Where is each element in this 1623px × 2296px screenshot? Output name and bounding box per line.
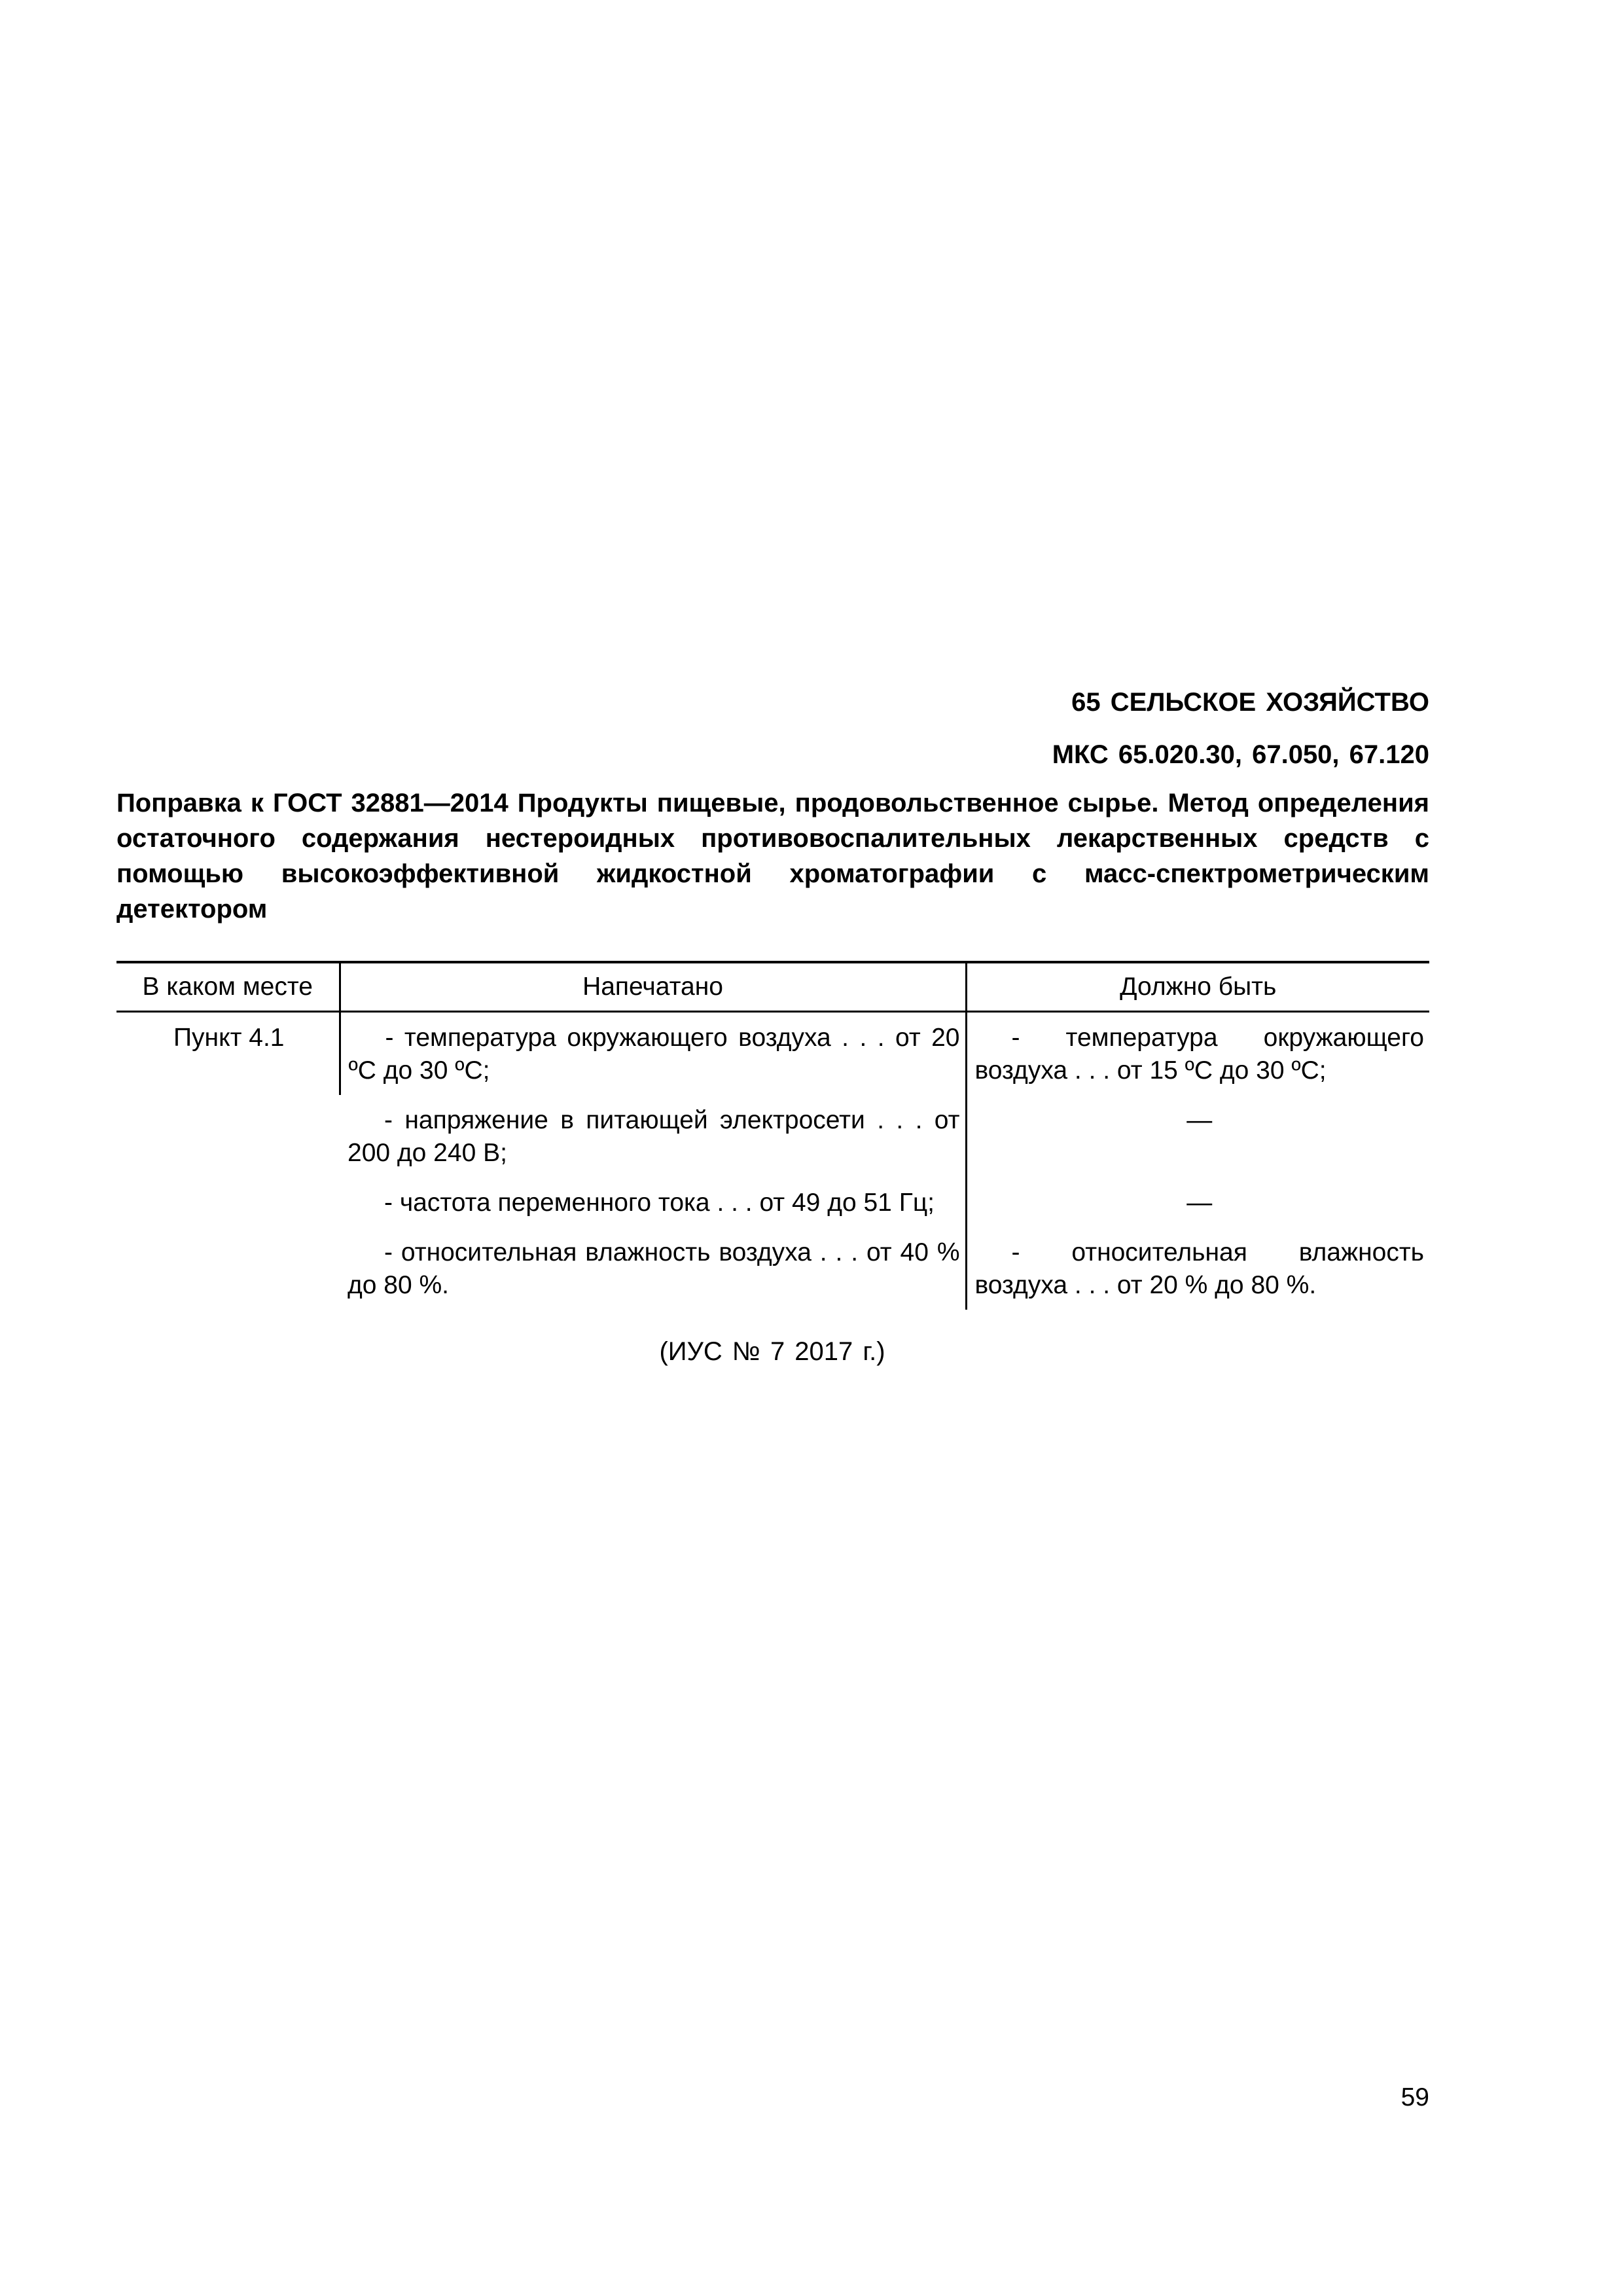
table-row: [116, 1012, 1429, 1096]
amendment-title: Поправка к ГОСТ 32881—2014 Продукты пищевые, продовольственное сырье. Метод определения остаточного содержания нестероидных противовоспалительных лекарственных средств с помощью высокоэффективной жидкостной хроматографии с масс-спектрометрическим детектором: [116, 789, 1429, 924]
page-number: 59: [1400, 2083, 1429, 2111]
header-place: В каком месте: [116, 962, 340, 1012]
section-title: 65 СЕЛЬСКОЕ ХОЗЯЙСТВО: [1071, 688, 1429, 717]
printed-cell: - температура окружающего воздуха . . . от 20 ºС до 30 ºС;: [340, 1012, 966, 1096]
header-printed: Напечатано: [340, 962, 966, 1012]
printed-cell: - напряжение в питающей электросети . . . от 200 до 240 В;: [348, 1106, 960, 1167]
header-should-be: Должно быть: [966, 962, 1429, 1012]
table-header-row: [116, 962, 1429, 1012]
should-be-cell: —: [966, 1177, 1429, 1227]
place-cell: Пункт 4.1: [173, 1024, 285, 1052]
should-be-cell: —: [966, 1095, 1429, 1177]
should-be-cell: - температура окружающего воздуха . . . от 15 ºС до 30 ºС;: [966, 1012, 1429, 1096]
should-be-cell: - относительная влажность воздуха . . . от 20 % до 80 %.: [966, 1227, 1429, 1310]
mks-code: МКС 65.020.30, 67.050, 67.120: [1052, 740, 1429, 769]
issue-reference: (ИУС № 7 2017 г.): [659, 1337, 885, 1366]
printed-cell: - относительная влажность воздуха . . . от 40 % до 80 %.: [348, 1238, 960, 1299]
corrections-table: [116, 961, 1429, 1310]
printed-cell: - частота переменного тока . . . от 49 до 51 Гц;: [384, 1189, 935, 1217]
